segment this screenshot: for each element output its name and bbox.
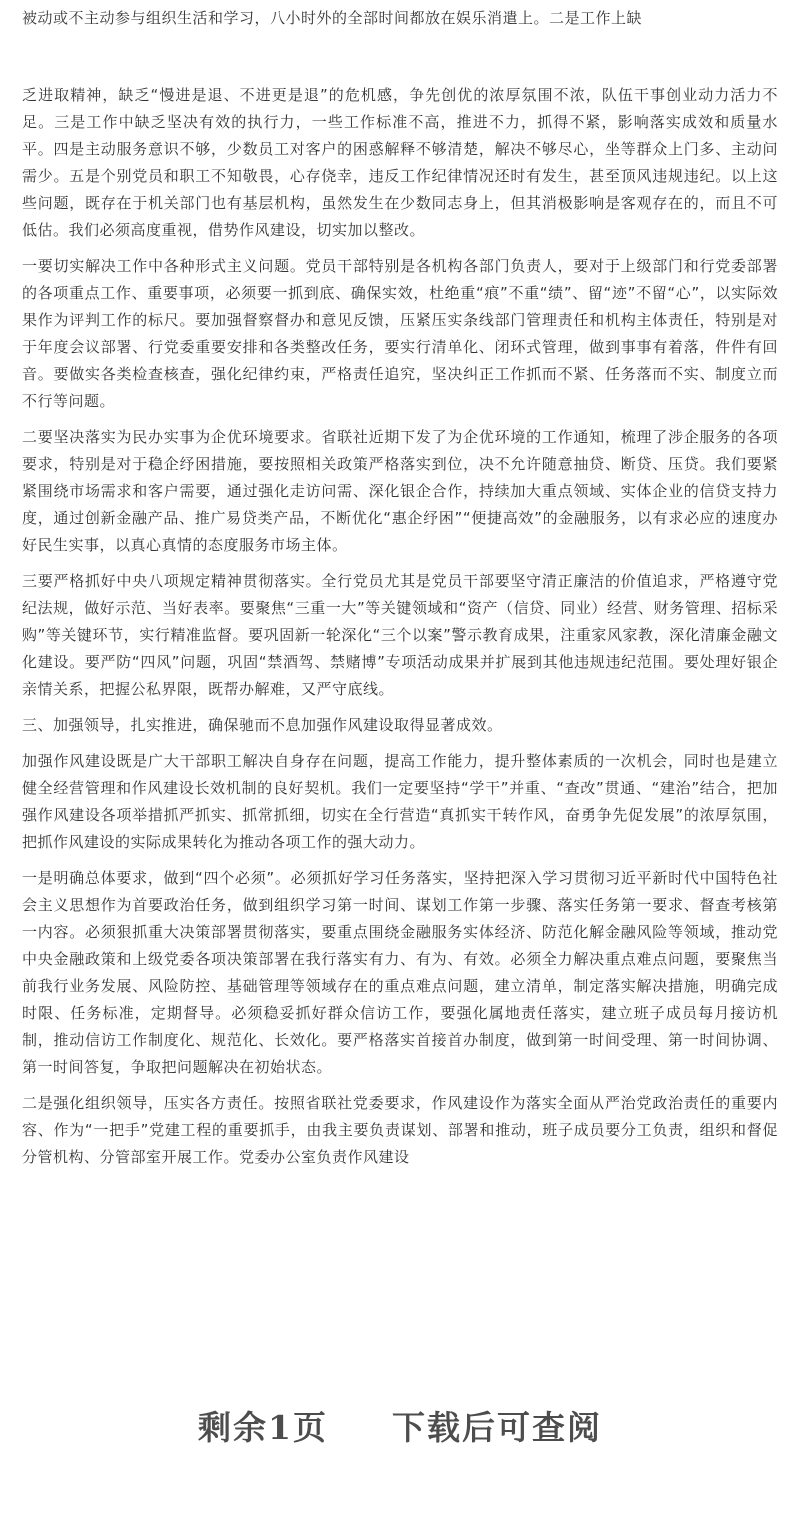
remaining-pages-label: 剩余1页 — [198, 1408, 328, 1447]
paragraph: 二是强化组织领导，压实各方责任。按照省联社党委要求，作风建设作为落实全面从严治党政治责任的重要内容、作为“一把手”党建工程的重要抓手，由我主要负责谋划、部署和推动，班子成员要分工负责，组织和督促分管机构、分管部室开展工作。党委办公室负责作风建设 — [22, 1094, 778, 1166]
preview-footer — [0, 1402, 800, 1449]
paragraph-continuation: 被动或不主动参与组织生活和学习，八小时外的全部时间都放在娱乐消遣上。二是工作上缺 — [22, 9, 643, 27]
paragraph: 三要严格抓好中央八项规定精神贯彻落实。全行党员尤其是党员干部要坚守清正廉洁的价值追求，严格遵守党纪法规，做好示范、当好表率。要聚焦“三重一大”等关键领域和“资产（信贷、同业）经营、财务管理、招标采购”等关键环节，实行精准监督。要巩固新一轮深化“三个以案”警示教育成果，注重家风家教，深化清廉金融文化建设。要严防“四风”问题，巩固“禁酒驾、禁赌博”专项活动成果并扩展到其他违规违纪范围。要处理好银企亲情关系，把握公私界限，既帮办解难，又严守底线。 — [22, 572, 778, 698]
paragraph: 一要切实解决工作中各种形式主义问题。党员干部特别是各机构各部门负责人，要对于上级部门和行党委部署的各项重点工作、重要事项，必须要一抓到底、确保实效，杜绝重“痕”不重“绩”、留“迹”不留“心”，以实际效果作为评判工作的标尺。要加强督察督办和意见反馈，压紧压实条线部门管理责任和机构主体责任，特别是对于年度会议部署、行党委重要安排和各类整改任务，要实行清单化、闭环式管理，做到事事有着落，件件有回音。要做实各类检查核查，强化纪律约束，严格责任追究，坚决纠正工作抓而不紧、任务落而不实、制度立而不行等问题。 — [22, 257, 778, 410]
section-heading: 三、加强领导，扎实推进，确保驰而不息加强作风建设取得显著成效。 — [22, 716, 503, 734]
paragraph: 一是明确总体要求，做到“四个必须”。必须抓好学习任务落实，坚持把深入学习贯彻习近平新时代中国特色社会主义思想作为首要政治任务，做到组织学习第一时间、谋划工作第一步骤、落实任务第一要求、督查考核第一内容。必须狠抓重大决策部署贯彻落实，要重点围绕金融服务实体经济、防范化解金融风险等领域，推动党中央金融政策和上级党委各项决策部署在我行落实有力、有为、有效。必须全力解决重点难点问题，要聚焦当前我行业务发展、风险防控、基础管理等领域存在的重点难点问题，建立清单，制定落实解决措施，明确完成时限、任务标准，定期督导。必须稳妥抓好群众信访工作，要强化属地责任落实，建立班子成员每月接访机制，推动信访工作制度化、规范化、长效化。要严格落实首接首办制度，做到第一时间受理、第一时间协调、第一时间答复，争取把问题解决在初始状态。 — [22, 869, 778, 1076]
paragraph: 乏进取精神，缺乏“慢进是退、不进更是退”的危机感，争先创优的浓厚氛围不浓，队伍干事创业动力活力不足。三是工作中缺乏坚决有效的执行力，一些工作标准不高，推进不力，抓得不紧，影响落实成效和质量水平。四是主动服务意识不够，少数员工对客户的困惑解释不够清楚，解决不够尽心，坐等群众上门多、主动问需少。五是个别党员和职工不知敬畏，心存侥幸，违反工作纪律情况还时有发生，甚至顶风违规违纪。以上这些问题，既存在于机关部门也有基层机构，虽然发生在少数同志身上，但其消极影响是客观存在的，而且不可低估。我们必须高度重视，借势作风建设，切实加以整改。 — [22, 86, 778, 239]
download-hint-label: 下载后可查阅 — [391, 1408, 602, 1447]
paragraph: 二要坚决落实为民办实事为企优环境要求。省联社近期下发了为企优环境的工作通知，梳理了涉企服务的各项要求，特别是对于稳企纾困措施，要按照相关政策严格落实到位，决不允许随意抽贷、断贷、压贷。我们要紧紧围绕市场需求和客户需要，通过强化走访问需、深化银企合作，持续加大重点领域、实体企业的信贷支持力度，通过创新金融产品、推广易贷类产品，不断优化“惠企纾困”“便捷高效”的金融服务，以有求必应的速度办好民生实事，以真心真情的态度服务市场主体。 — [22, 428, 778, 554]
paragraph: 加强作风建设既是广大干部职工解决自身存在问题，提高工作能力，提升整体素质的一次机会，同时也是建立健全经营管理和作风建设长效机制的良好契机。我们一定要坚持“学干”并重、“查改”贯通、“建治”结合，把加强作风建设各项举措抓严抓实、抓常抓细，切实在全行营造“真抓实干转作风，奋勇争先促发展”的浓厚氛围，把抓作风建设的实际成果转化为推动各项工作的强大动力。 — [22, 752, 778, 851]
